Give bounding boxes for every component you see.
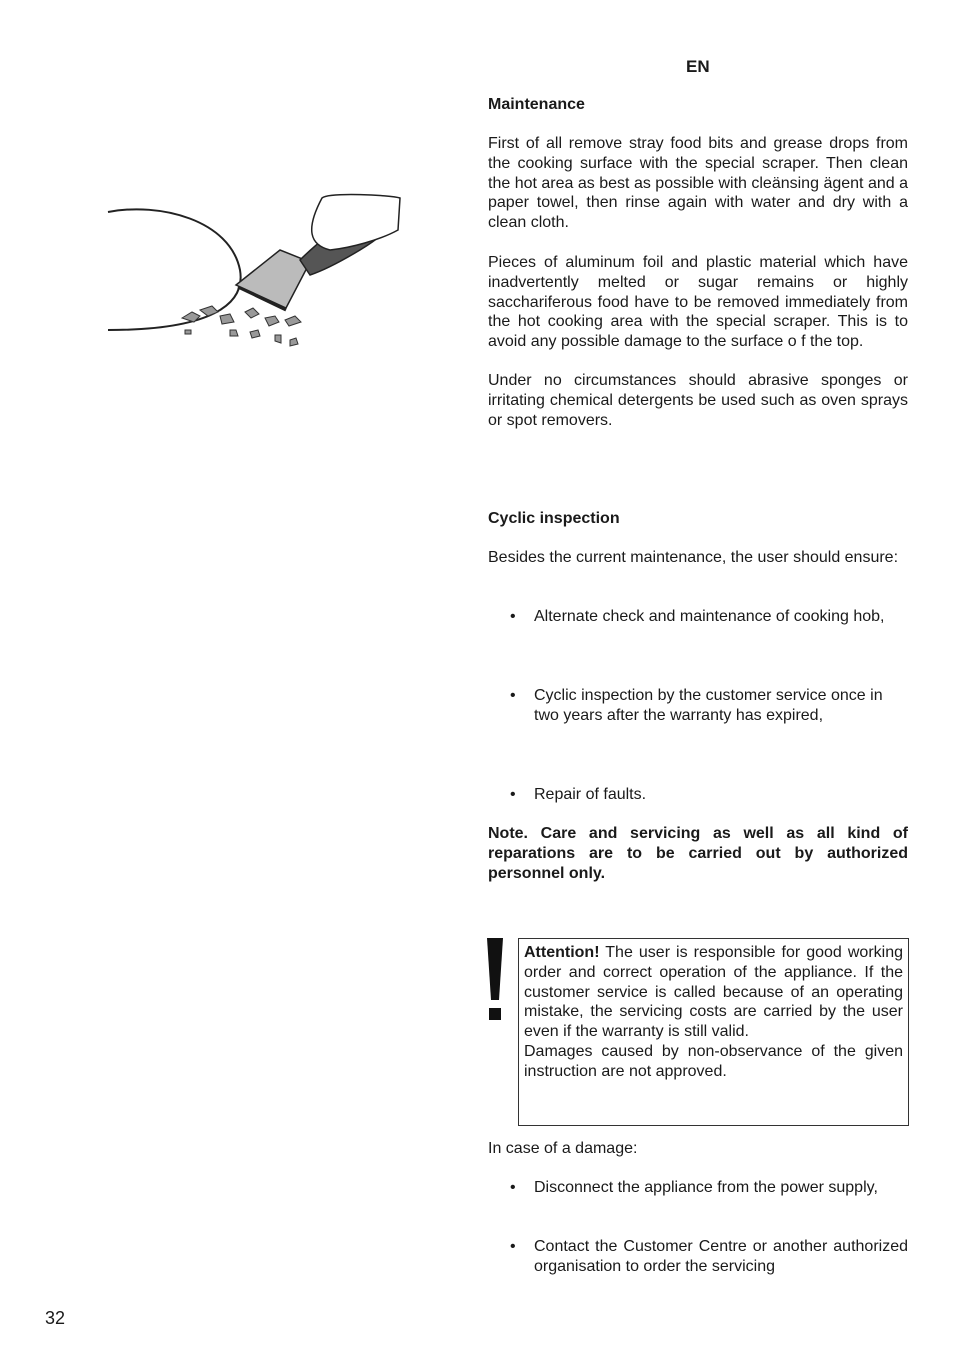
attention-body: The user is responsible for good working order and correct operation of the appliance. If the customer service is called because of an operating mistake, the servicing costs are carried by the user even if the warranty is still valid. <box>524 944 903 1041</box>
maintenance-paragraph-2: Pieces of aluminum foil and plastic material which have inadvertently melted or sugar remains or highly sacchariferous food have to be removed immediately from the hot cooking area with the special scraper. This is to avoid any possible damage to the surface o f the top. <box>488 254 908 351</box>
maintenance-paragraph-1: First of all remove stray food bits and grease drops from the cooking surface with the special scraper. Then clean the hot area as best as possible with cleänsing ägent and a paper towel, then rinse again with water and dry with a clean cloth. <box>488 135 908 232</box>
list-item-text: Disconnect the appliance from the power supply, <box>534 1179 878 1196</box>
page-number: 32 <box>45 1308 66 1328</box>
language-code: EN <box>686 57 710 76</box>
note-paragraph: Note. Care and servicing as well as all kind of reparations are to be carried out by authorized personnel only. <box>488 825 908 882</box>
attention-label: Attention! <box>524 944 600 961</box>
bullet-icon: • <box>510 1179 516 1196</box>
list-item-text: Contact the Customer Centre or another authorized organisation to order the servicing <box>534 1238 908 1275</box>
warning-exclamation-icon <box>485 938 505 1022</box>
list-item-text: Cyclic inspection by the customer service once in two years after the warranty has expired, <box>534 687 883 724</box>
cyclic-intro: Besides the current maintenance, the user should ensure: <box>488 549 899 566</box>
bullet-icon: • <box>510 687 516 704</box>
maintenance-paragraph-3: Under no circumstances should abrasive sponges or irritating chemical detergents be used such as oven sprays or spot removers. <box>488 372 908 429</box>
attention-body-2: Damages caused by non-observance of the given instruction are not approved. <box>524 1042 903 1080</box>
bullet-icon: • <box>510 608 516 625</box>
bullet-icon: • <box>510 1238 516 1255</box>
cyclic-inspection-heading: Cyclic inspection <box>488 510 620 527</box>
maintenance-heading: Maintenance <box>488 96 585 113</box>
bullet-icon: • <box>510 786 516 803</box>
damage-intro: In case of a damage: <box>488 1140 638 1157</box>
list-item-text: Repair of faults. <box>534 786 647 803</box>
scraper-illustration <box>100 190 410 360</box>
list-item-text: Alternate check and maintenance of cooking hob, <box>534 608 885 625</box>
attention-text <box>524 943 903 1082</box>
